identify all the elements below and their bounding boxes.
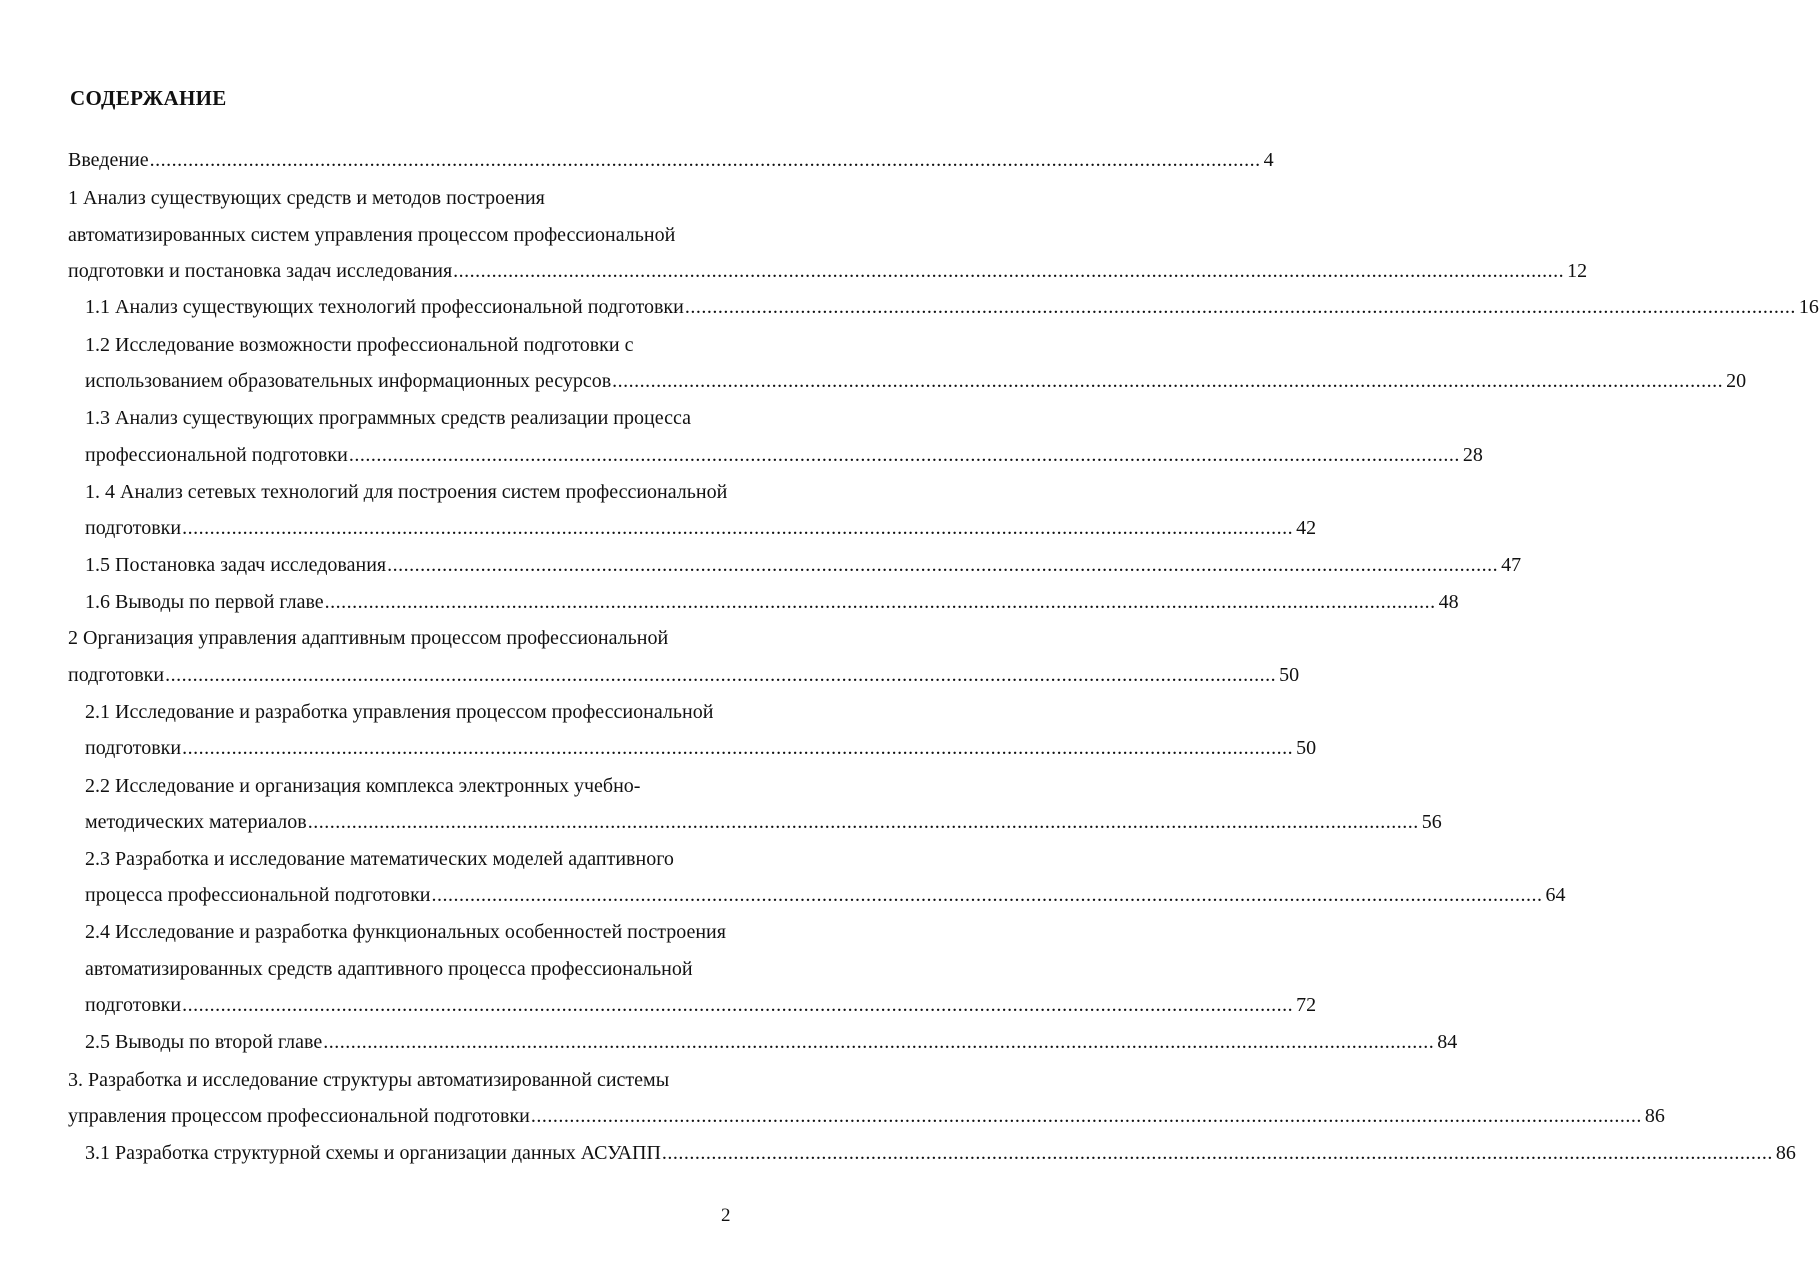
toc-entry-page: 16 — [1798, 296, 1819, 318]
toc-entry-1-4-line-1[interactable]: 1. 4 Анализ сетевых технологий для построения систем профессиональной — [85, 481, 728, 503]
toc-entry-text: подготовки — [68, 664, 165, 686]
toc-leader: .......................................................................................................................................................................................................... — [387, 554, 1499, 576]
toc-entry-2-4-line-2[interactable]: автоматизированных средств адаптивного процесса профессиональной — [85, 958, 693, 980]
toc-entry-text: управления процессом профессиональной подготовки — [68, 1105, 530, 1127]
toc-entry-page: 42 — [1296, 517, 1317, 539]
toc-entry-text: 1.5 Постановка задач исследования — [85, 554, 387, 576]
toc-leader: .......................................................................................................................................................................................................... — [684, 296, 1796, 318]
toc-entry-2-3-line-2[interactable] — [85, 880, 1566, 910]
page-number: 2 — [721, 1205, 731, 1226]
toc-leader: .......................................................................................................................................................................................................... — [324, 591, 1436, 613]
toc-entry-text: процесса профессиональной подготовки — [85, 884, 431, 906]
toc-entry-page: 84 — [1437, 1031, 1458, 1053]
toc-entry-1-6[interactable] — [85, 587, 1459, 617]
toc-entry-page: 86 — [1775, 1142, 1796, 1164]
toc-entry-2-4-line-1[interactable]: 2.4 Исследование и разработка функциональных особенностей построения — [85, 921, 726, 943]
toc-entry-1-2-line-1[interactable]: 1.2 Исследование возможности профессиональной подготовки с — [85, 334, 634, 356]
toc-entry-introduction[interactable] — [68, 145, 1274, 175]
toc-entry-chapter-2-line-2[interactable] — [68, 660, 1300, 690]
toc-entry-text: подготовки и постановка задач исследования — [68, 260, 453, 282]
toc-leader: .......................................................................................................................................................................................................... — [431, 884, 1543, 906]
toc-entry-text: подготовки — [85, 517, 182, 539]
toc-entry-page: 50 — [1296, 737, 1317, 759]
toc-entry-2-5[interactable] — [85, 1027, 1458, 1057]
toc-leader: .......................................................................................................................................................................................................... — [182, 517, 1294, 539]
toc-entry-chapter-1-line-3[interactable] — [68, 256, 1588, 286]
toc-leader: .......................................................................................................................................................................................................... — [182, 994, 1294, 1016]
toc-entry-chapter-2-line-1[interactable]: 2 Организация управления адаптивным процессом профессиональной — [68, 627, 669, 649]
toc-leader: .......................................................................................................................................................................................................... — [348, 444, 1460, 466]
toc-entry-1-3-line-2[interactable] — [85, 440, 1483, 470]
toc-entry-chapter-3-line-2[interactable] — [68, 1101, 1665, 1131]
toc-entry-text: методических материалов — [85, 811, 307, 833]
toc-entry-page: 50 — [1279, 664, 1300, 686]
toc-entry-page: 28 — [1462, 444, 1483, 466]
toc-entry-1-3-line-1[interactable]: 1.3 Анализ существующих программных средств реализации процесса — [85, 407, 691, 429]
toc-leader: .......................................................................................................................................................................................................... — [661, 1142, 1773, 1164]
toc-entry-text: подготовки — [85, 994, 182, 1016]
toc-leader: .......................................................................................................................................................................................................... — [307, 811, 1419, 833]
toc-leader: .......................................................................................................................................................................................................... — [612, 370, 1724, 392]
toc-leader: .......................................................................................................................................................................................................... — [453, 260, 1565, 282]
toc-entry-1-5[interactable] — [85, 550, 1522, 580]
toc-entry-3-1[interactable] — [85, 1138, 1796, 1168]
toc-entry-1-4-line-2[interactable] — [85, 513, 1317, 543]
toc-entry-2-2-line-2[interactable] — [85, 807, 1442, 837]
toc-entry-text: 1.1 Анализ существующих технологий профессиональной подготовки — [85, 296, 684, 318]
toc-leader: .......................................................................................................................................................................................................... — [530, 1105, 1642, 1127]
toc-entry-chapter-1-line-2[interactable]: автоматизированных систем управления процессом профессиональной — [68, 224, 676, 246]
toc-entry-text: профессиональной подготовки — [85, 444, 348, 466]
toc-leader: .......................................................................................................................................................................................................... — [149, 149, 1261, 171]
toc-entry-page: 86 — [1644, 1105, 1665, 1127]
toc-entry-text: 1.6 Выводы по первой главе — [85, 591, 324, 613]
toc-entry-page: 47 — [1501, 554, 1522, 576]
toc-leader: .......................................................................................................................................................................................................... — [165, 664, 1277, 686]
toc-entry-2-1-line-1[interactable]: 2.1 Исследование и разработка управления процессом профессиональной — [85, 701, 714, 723]
toc-entry-page: 20 — [1726, 370, 1747, 392]
toc-entry-2-2-line-1[interactable]: 2.2 Исследование и организация комплекса электронных учебно- — [85, 775, 641, 797]
toc-entry-text: 2.5 Выводы по второй главе — [85, 1031, 323, 1053]
toc-entry-page: 64 — [1545, 884, 1566, 906]
toc-entry-page: 4 — [1263, 149, 1274, 171]
toc-entry-1-2-line-2[interactable] — [85, 366, 1747, 396]
toc-entry-chapter-1-line-1[interactable]: 1 Анализ существующих средств и методов построения — [68, 187, 545, 209]
toc-entry-chapter-3-line-1[interactable]: 3. Разработка и исследование структуры автоматизированной системы — [68, 1069, 670, 1091]
toc-entry-2-4-line-3[interactable] — [85, 990, 1317, 1020]
toc-entry-page: 72 — [1296, 994, 1317, 1016]
document-title: СОДЕРЖАНИЕ — [70, 86, 227, 110]
toc-entry-2-3-line-1[interactable]: 2.3 Разработка и исследование математических моделей адаптивного — [85, 848, 674, 870]
toc-entry-text: использованием образовательных информационных ресурсов — [85, 370, 612, 392]
toc-entry-page: 56 — [1421, 811, 1442, 833]
toc-leader: .......................................................................................................................................................................................................... — [323, 1031, 1435, 1053]
toc-entry-page: 48 — [1438, 591, 1459, 613]
toc-entry-1-1[interactable] — [85, 292, 1819, 322]
toc-entry-2-1-line-2[interactable] — [85, 733, 1317, 763]
toc-entry-page: 12 — [1567, 260, 1588, 282]
toc-entry-text: 3.1 Разработка структурной схемы и организации данных АСУАПП — [85, 1142, 661, 1164]
toc-leader: .......................................................................................................................................................................................................... — [182, 737, 1294, 759]
toc-entry-text: Введение — [68, 149, 149, 171]
toc-entry-text: подготовки — [85, 737, 182, 759]
